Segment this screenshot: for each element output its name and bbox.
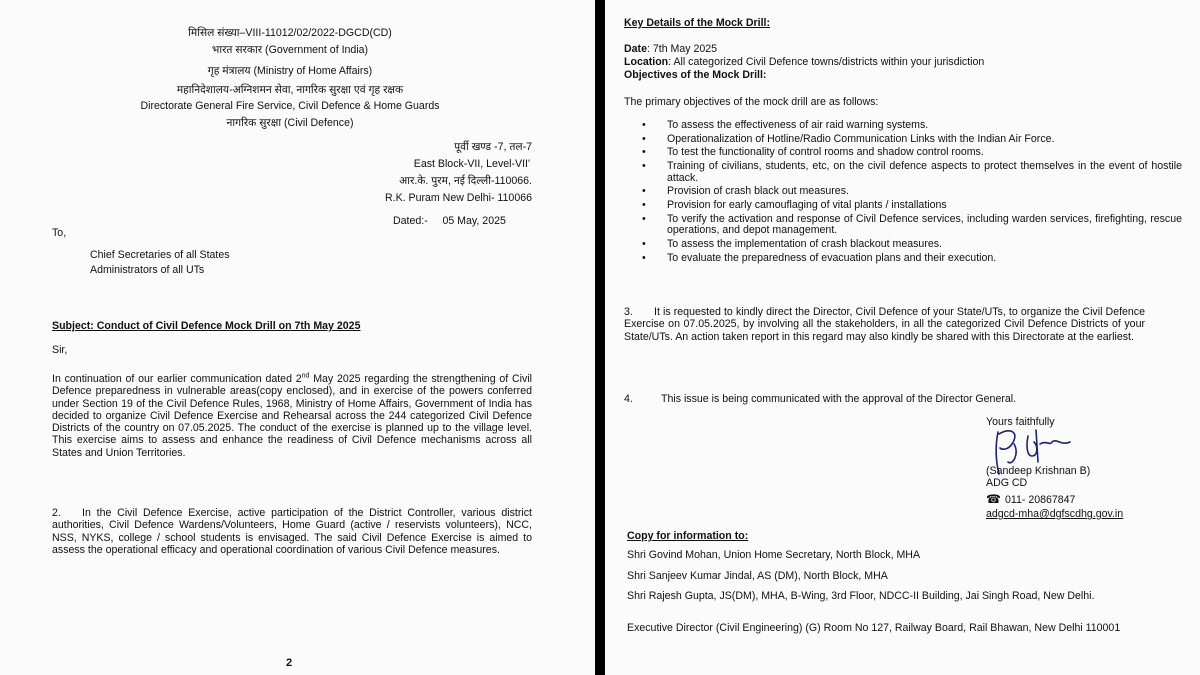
address-line-4: R.K. Puram New Delhi- 110066 bbox=[384, 192, 532, 204]
page-number: 2 bbox=[286, 657, 293, 669]
salutation: Sir, bbox=[52, 344, 68, 356]
objective-item: • To verify the activation and response of Civil Defence services, including warden services, firefighting, rescue operations, and depot management. bbox=[667, 214, 1182, 237]
objectives-intro: The primary objectives of the mock drill are as follows: bbox=[624, 96, 879, 108]
government-header: भारत सरकार (Government of India) bbox=[211, 44, 369, 56]
copy-recipient: Executive Director (Civil Engineering) (G) Room No 127, Railway Board, Rail Bhawan, New Delhi 110001 bbox=[627, 622, 1121, 634]
recipient-1: Chief Secretaries of all States bbox=[90, 249, 230, 261]
ministry-header: गृह मंत्रालय (Ministry of Home Affairs) bbox=[207, 65, 373, 77]
phone-line: ☎ 011- 20867847 bbox=[986, 492, 1076, 506]
recipient-2: Administrators of all UTs bbox=[90, 264, 205, 276]
drill-date: Date: 7th May 2025 bbox=[624, 43, 718, 55]
paragraph-3: 3. It is requested to kindly direct the Director, Civil Defence of your State/UTs, to organize the Civil Defence Exercise on 07.05.2025, by involving all the stakeholders, in all the categorized Civil Defence Districts of your State/UTs. An action taken report in this regard may also kindly be shared with this Directorate at the earliest. bbox=[624, 306, 1145, 343]
objective-item: • To assess the effectiveness of air raid warning systems. bbox=[667, 120, 1182, 132]
paragraph-4: 4. This issue is being communicated with the approval of the Director General. bbox=[624, 393, 1017, 405]
address-line-1: पूर्वी खण्ड -7, तल-7 bbox=[454, 141, 532, 153]
dated-line: Dated:- 05 May, 2025 bbox=[393, 215, 506, 227]
objectives-heading: Objectives of the Mock Drill: bbox=[624, 69, 767, 81]
paragraph-2: 2. In the Civil Defence Exercise, active participation of the District Controller, various district authorities, Civil Defence Wardens/Volunteers, Home Guard (active / reservists volunteers), NCC, NSS, NYKS, college / school students is envisaged. The said Civil Defence Exercise is aimed to assess the operational efficacy and operational coordination of various Civil Defence measures. bbox=[52, 507, 532, 556]
address-line-3: आर.के. पुरम, नई दिल्ली-110066. bbox=[399, 175, 532, 187]
signatory-name: (Sandeep Krishnan B) bbox=[986, 465, 1091, 477]
right-document-page bbox=[605, 0, 1200, 675]
objective-item: • Provision for early camouflaging of vital plants / installations bbox=[667, 200, 1182, 212]
objective-item: • Training of civilians, students, etc, on the civil defence aspects to protect themselves in the event of hostile attack. bbox=[667, 161, 1182, 184]
superscript-nd: nd bbox=[301, 372, 310, 380]
phone-icon: ☎ bbox=[986, 492, 1001, 506]
letter-number: मिसिल संख्या–VIII-11012/02/2022-DGCD(CD) bbox=[188, 27, 392, 39]
civil-defence-header: नागरिक सुरक्षा (Civil Defence) bbox=[226, 117, 354, 129]
to-label: To, bbox=[52, 227, 67, 239]
objective-item: • Provision of crash black out measures. bbox=[667, 186, 1182, 198]
address-line-2: East Block-VII, Level-VII' bbox=[413, 158, 530, 170]
key-details-heading: Key Details of the Mock Drill: bbox=[624, 17, 770, 29]
copy-recipient: Shri Sanjeev Kumar Jindal, AS (DM), North Block, MHA bbox=[627, 570, 888, 582]
copy-heading: Copy for information to: bbox=[627, 530, 749, 542]
directorate-hindi: महानिदेशालय-अग्निशमन सेवा, नागरिक सुरक्षा एवं गृह रक्षक bbox=[176, 84, 404, 96]
signatory-designation: ADG CD bbox=[986, 477, 1028, 489]
closing-yours-faithfully: Yours faithfully bbox=[986, 416, 1055, 428]
objective-item: • To assess the implementation of crash blackout measures. bbox=[667, 239, 1182, 251]
email-address: adgcd-mha@dgfscdhg.gov.in bbox=[986, 508, 1124, 520]
drill-location: Location: All categorized Civil Defence towns/districts within your jurisdiction bbox=[624, 56, 985, 68]
objective-item: • Operationalization of Hotline/Radio Communication Links with the Indian Air Force. bbox=[667, 134, 1182, 146]
objectives-list bbox=[627, 120, 1182, 266]
paragraph-1: In continuation of our earlier communication dated 2nd May 2025 regarding the strengthening of Civil Defence preparedness in vulnerable areas(copy enclosed), and in exercise of the powers conferred under Section 19 of the Civil Defence Rules, 1968, Ministry of Home Affairs, Government of India has decided to organize Civil Defence Exercise and Rehearsal across the 244 categorized Civil Defence Districts of the country on 07.05.2025. The conduct of the exercise is planned up to the village level. This exercise aims to assess and enhance the readiness of Civil Defence mechanisms across all States and Union Territories. bbox=[52, 372, 532, 459]
objective-item: • To test the functionality of control rooms and shadow control rooms. bbox=[667, 147, 1182, 159]
copy-recipient: Shri Govind Mohan, Union Home Secretary, North Block, MHA bbox=[627, 549, 921, 561]
subject-line: Subject: Conduct of Civil Defence Mock Drill on 7th May 2025 bbox=[52, 320, 361, 332]
objective-item: • To evaluate the preparedness of evacuation plans and their execution. bbox=[667, 253, 1182, 265]
directorate-english: Directorate General Fire Service, Civil Defence & Home Guards bbox=[140, 100, 440, 112]
copy-recipient: Shri Rajesh Gupta, JS(DM), MHA, B-Wing, 3rd Floor, NDCC-II Building, Jai Singh Road, New Delhi. bbox=[627, 590, 1095, 602]
left-document-page bbox=[0, 0, 595, 675]
